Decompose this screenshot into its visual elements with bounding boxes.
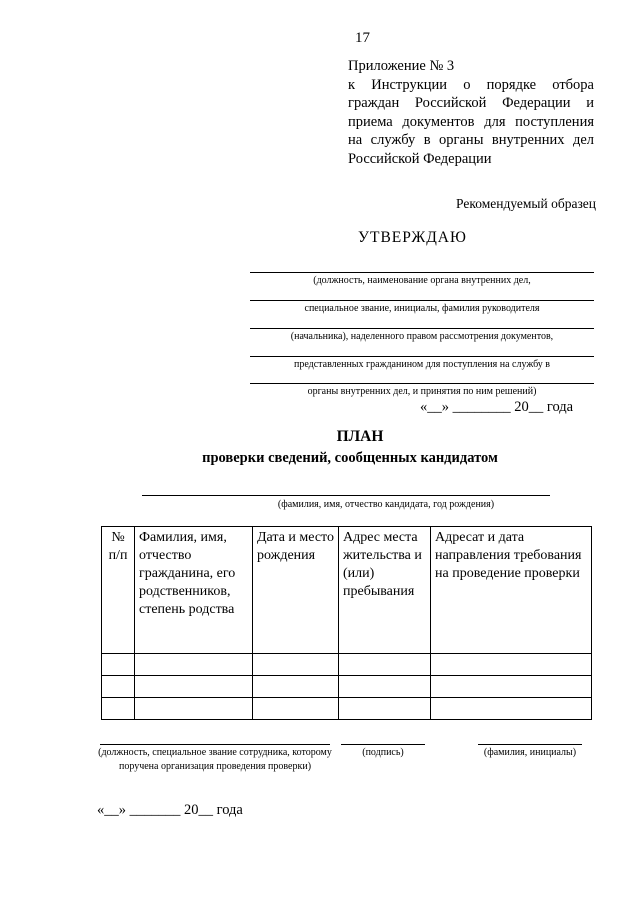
approve-caption: (начальника), наделенного правом рассмотрения документов, (290, 331, 554, 342)
signature-caption: (подпись) (362, 747, 404, 758)
table-cell[interactable] (431, 676, 592, 698)
approve-caption: специальное звание, инициалы, фамилия руководителя (304, 303, 540, 314)
verification-table (101, 526, 592, 720)
table-cell[interactable] (339, 654, 431, 676)
approve-fill-line (250, 272, 594, 273)
table-cell[interactable] (135, 676, 253, 698)
appendix-header (348, 57, 594, 168)
plan-title: ПЛАН (336, 428, 384, 445)
appendix-line: Российской Федерации (348, 150, 492, 167)
table-cell[interactable] (102, 676, 135, 698)
approve-fill-line (250, 300, 594, 301)
approve-caption: (должность, наименование органа внутренних дел, (313, 275, 531, 286)
table-row (102, 654, 592, 676)
appendix-line: на службу в органы внутренних дел (348, 132, 594, 148)
page-number: 17 (355, 30, 370, 46)
header-addressee: Адресат и дата направления требования на проведение проверки (431, 527, 592, 654)
table-cell[interactable] (135, 698, 253, 720)
signature-fill-line (341, 744, 425, 745)
table-cell[interactable] (431, 698, 592, 720)
table-cell[interactable] (431, 654, 592, 676)
table-cell[interactable] (135, 654, 253, 676)
approve-caption: органы внутренних дел, и принятия по ним решений) (307, 386, 537, 397)
table-row (102, 676, 592, 698)
table-cell[interactable] (102, 698, 135, 720)
approve-title: УТВЕРЖДАЮ (358, 229, 467, 246)
appendix-line: приема документов для поступления (348, 113, 594, 130)
candidate-caption: (фамилия, имя, отчество кандидата, год рождения) (277, 499, 495, 510)
header-number: № п/п (102, 527, 135, 654)
name-fill-line (478, 744, 582, 745)
approve-fill-line (250, 328, 594, 329)
table-cell[interactable] (253, 676, 339, 698)
approve-fill-line (250, 356, 594, 357)
sample-label: Рекомендуемый образец (456, 196, 597, 211)
appendix-title: Приложение № 3 (348, 58, 455, 74)
approve-date: «__» ________ 20__ года (420, 399, 574, 415)
position-caption: (должность, специальное звание сотрудника, которому поручена организация проведения проверки) (98, 747, 332, 772)
bottom-date: «__» _______ 20__ года (97, 802, 243, 818)
header-full-name: Фамилия, имя, отчество гражданина, его родственников, степень родства (135, 527, 253, 654)
header-birth: Дата и место рождения (253, 527, 339, 654)
appendix-line: граждан Российской Федерации и (348, 95, 594, 111)
table-cell[interactable] (339, 698, 431, 720)
table-cell[interactable] (253, 698, 339, 720)
name-caption: (фамилия, инициалы) (483, 747, 577, 758)
appendix-line: к Инструкции о порядке отбора (348, 76, 594, 93)
table-row (102, 698, 592, 720)
approve-caption: представленных гражданином для поступления на службу в (293, 359, 551, 370)
table-cell[interactable] (253, 654, 339, 676)
candidate-fill-line (142, 495, 550, 496)
table-cell[interactable] (339, 676, 431, 698)
header-address: Адрес места жительства и (или) пребывания (339, 527, 431, 654)
table-header-row (102, 527, 592, 654)
table-cell[interactable] (102, 654, 135, 676)
position-fill-line (100, 744, 330, 745)
plan-subtitle: проверки сведений, сообщенных кандидатом (202, 450, 498, 466)
approve-fill-line (250, 383, 594, 384)
